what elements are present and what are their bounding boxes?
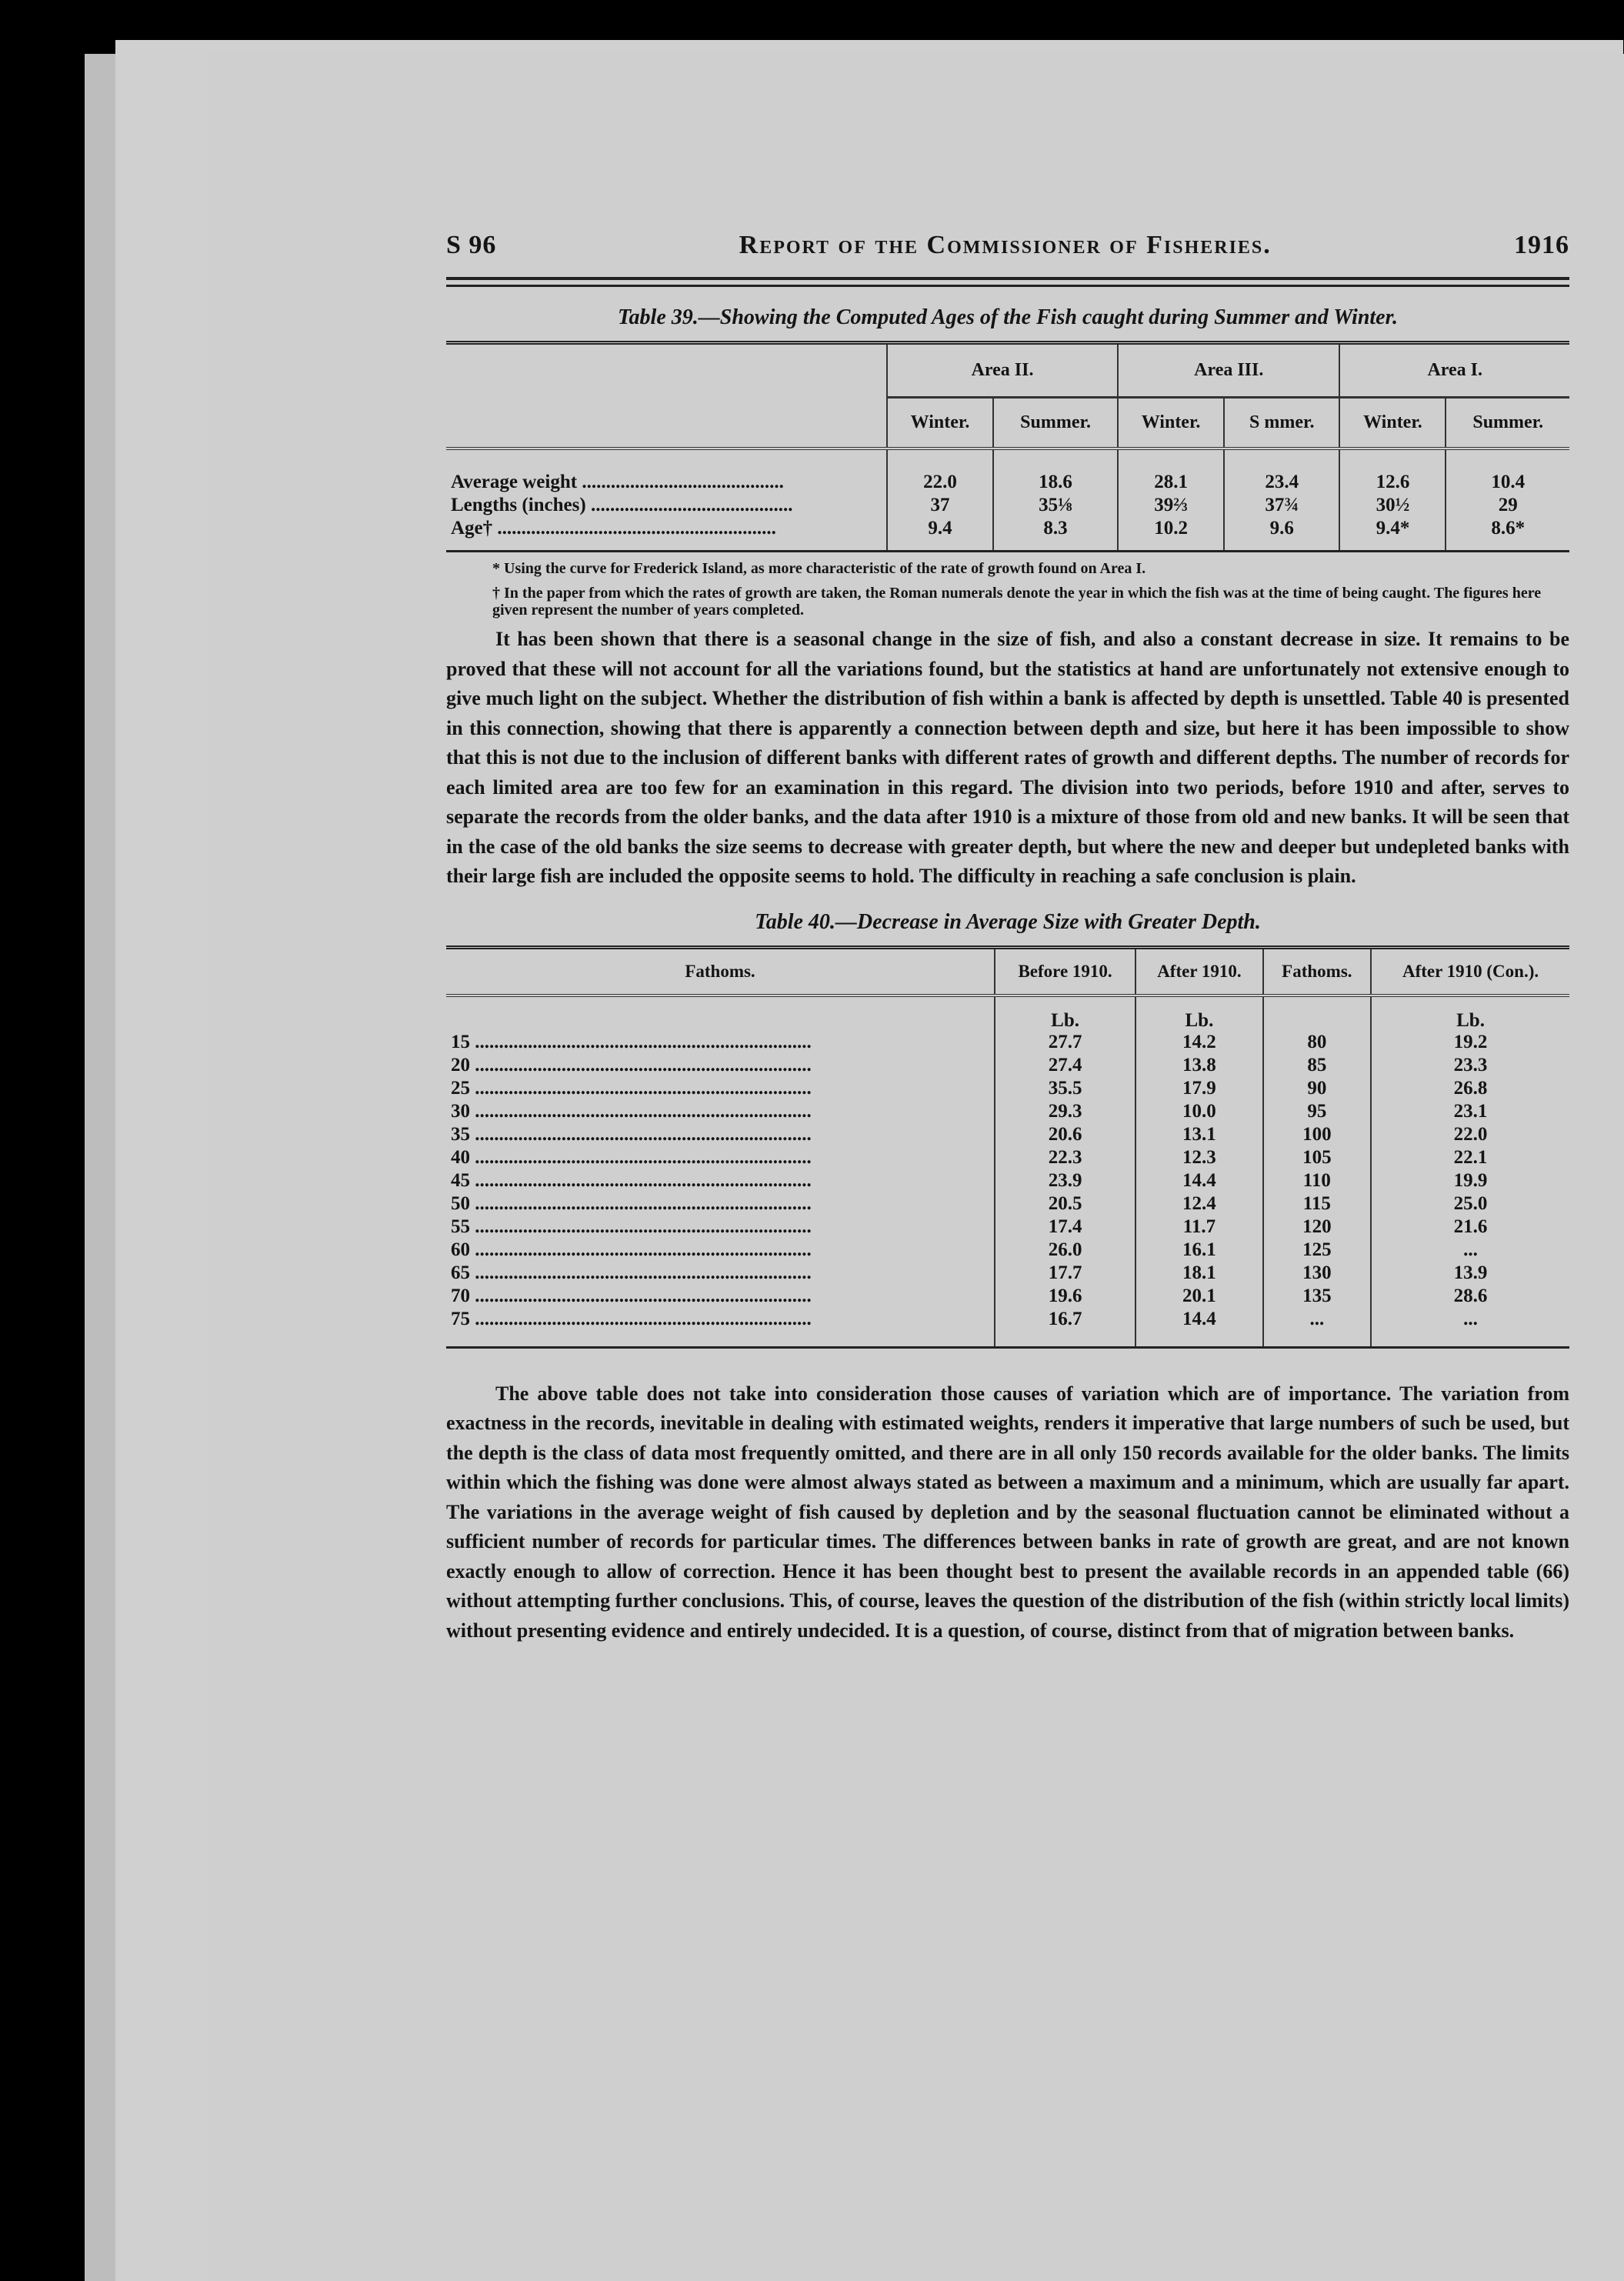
after-1910-con-cell: 25.0: [1371, 1192, 1569, 1216]
unit-label: Lb.: [995, 995, 1135, 1031]
cell: 37: [887, 494, 993, 517]
cell: 8.6*: [1446, 517, 1569, 550]
cell: 18.6: [993, 449, 1118, 494]
cell: 12.6: [1339, 449, 1446, 494]
before-1910-cell: 23.9: [995, 1169, 1135, 1192]
row-label: Average weight ..........................................: [451, 472, 784, 492]
after-1910-cell: 14.4: [1135, 1308, 1262, 1346]
after-1910-con-cell: 22.0: [1371, 1123, 1569, 1146]
fathom-cell: 110: [1263, 1169, 1371, 1192]
after-1910-cell: 18.1: [1135, 1262, 1262, 1285]
fathom-cell: ...: [1263, 1308, 1371, 1346]
table-row: [446, 1169, 1569, 1192]
header-rule: [446, 277, 1569, 287]
after-1910-cell: 16.1: [1135, 1239, 1262, 1262]
fathom-cell: 25 ......................................................................: [451, 1077, 812, 1099]
cell: 30½: [1339, 494, 1446, 517]
fathom-cell: 45 ......................................................................: [451, 1169, 812, 1191]
table-39-caption: Table 39.—Showing the Computed Ages of the Fish caught during Summer and Winter.: [618, 305, 1398, 329]
table-39-bottom-rule: [446, 550, 1569, 552]
table-39-stub-header: [446, 343, 887, 449]
cell: 29: [1446, 494, 1569, 517]
column-header: Fathoms.: [446, 947, 995, 995]
fathom-cell: 135: [1263, 1285, 1371, 1308]
fathom-cell: 85: [1263, 1054, 1371, 1077]
column-header: Fathoms.: [1263, 947, 1371, 995]
page-content: [446, 231, 1569, 1646]
after-1910-cell: 12.3: [1135, 1146, 1262, 1169]
before-1910-cell: 17.4: [995, 1216, 1135, 1239]
unit-label: Lb.: [1135, 995, 1262, 1031]
before-1910-cell: 22.3: [995, 1146, 1135, 1169]
season-header: Winter.: [887, 398, 993, 449]
after-1910-con-cell: 19.2: [1371, 1031, 1569, 1054]
table-row: [446, 1285, 1569, 1308]
fathom-cell: 40 ......................................................................: [451, 1146, 812, 1168]
area-header: Area III.: [1118, 343, 1339, 398]
fathom-cell: 100: [1263, 1123, 1371, 1146]
fathom-cell: 15 ......................................................................: [451, 1031, 812, 1052]
after-1910-con-cell: 26.8: [1371, 1077, 1569, 1100]
after-1910-con-cell: ...: [1371, 1308, 1569, 1346]
cell: 8.3: [993, 517, 1118, 550]
after-1910-cell: 13.1: [1135, 1123, 1262, 1146]
fathom-cell: 30 ......................................................................: [451, 1100, 812, 1122]
cell: 9.4: [887, 517, 993, 550]
after-1910-con-cell: 21.6: [1371, 1216, 1569, 1239]
after-1910-cell: 17.9: [1135, 1077, 1262, 1100]
fathom-cell: 95: [1263, 1100, 1371, 1123]
column-header: After 1910.: [1135, 947, 1262, 995]
paragraph: The above table does not take into consideration those causes of variation which are of importance. The variation from exactness in the records, inevitable in dealing with estimated weights, renders it imperative that large numbers of such be used, but the depth is the class of data most frequently omitted, and there are in all only 150 records available for the older banks. The limits within which the fishing was done were almost always stated as between a maximum and a minimum, which are usually far apart. The variations in the average weight of fish caused by depletion and by the seasonal fluctuation cannot be eliminated without a sufficient number of records for particular times. The differences between banks in rate of growth are great, and are not known exactly enough to allow of correction. Hence it has been thought best to present the available records in an appended table (66) without attempting further conclusions. This, of course, leaves the question of the distribution of the fish (within strictly local limits) without presenting evidence and entirely undecided. It is a question, of course, distinct from that of migration between banks.: [446, 1382, 1569, 1642]
before-1910-cell: 20.6: [995, 1123, 1135, 1146]
row-label: Age† ..........................................................: [451, 518, 776, 539]
running-head: [446, 231, 1569, 260]
after-1910-cell: 14.4: [1135, 1169, 1262, 1192]
year: 1916: [1514, 231, 1569, 259]
fathom-cell: 50 ......................................................................: [451, 1192, 812, 1214]
table-row: [446, 494, 1569, 517]
before-1910-cell: 27.7: [995, 1031, 1135, 1054]
cell: 23.4: [1224, 449, 1339, 494]
unit-label: Lb.: [1371, 995, 1569, 1031]
cell: 37¾: [1224, 494, 1339, 517]
after-1910-cell: 14.2: [1135, 1031, 1262, 1054]
running-title: Report of the Commissioner of Fisheries.: [739, 231, 1272, 259]
fathom-cell: 80: [1263, 1031, 1371, 1054]
cell: 35⅛: [993, 494, 1118, 517]
table-row: [446, 1308, 1569, 1346]
cell: 10.2: [1118, 517, 1224, 550]
fathom-cell: 70 ......................................................................: [451, 1285, 812, 1306]
fathom-cell: 125: [1263, 1239, 1371, 1262]
footnote: * Using the curve for Frederick Island, as more characteristic of the rate of growth found on Area I.: [492, 560, 1146, 577]
after-1910-con-cell: 13.9: [1371, 1262, 1569, 1285]
table-row: [446, 1123, 1569, 1146]
fathom-cell: 130: [1263, 1262, 1371, 1285]
cell: 39⅔: [1118, 494, 1224, 517]
cell: 28.1: [1118, 449, 1224, 494]
area-header: Area I.: [1339, 343, 1569, 398]
after-1910-con-cell: 28.6: [1371, 1285, 1569, 1308]
cell: 22.0: [887, 449, 993, 494]
after-1910-cell: 13.8: [1135, 1054, 1262, 1077]
page-number: S 96: [446, 231, 497, 259]
before-1910-cell: 16.7: [995, 1308, 1135, 1346]
before-1910-cell: 17.7: [995, 1262, 1135, 1285]
before-1910-cell: 19.6: [995, 1285, 1135, 1308]
fathom-cell: 65 ......................................................................: [451, 1262, 812, 1283]
fathom-cell: 60 ......................................................................: [451, 1239, 812, 1260]
column-header: Before 1910.: [995, 947, 1135, 995]
area-header: Area II.: [887, 343, 1118, 398]
column-header: After 1910 (Con.).: [1371, 947, 1569, 995]
fathom-cell: 120: [1263, 1216, 1371, 1239]
fathom-cell: 90: [1263, 1077, 1371, 1100]
table-row: [446, 1192, 1569, 1216]
fathom-cell: 20 ......................................................................: [451, 1054, 812, 1075]
table-row: [446, 1031, 1569, 1054]
season-header: Winter.: [1118, 398, 1224, 449]
after-1910-cell: 20.1: [1135, 1285, 1262, 1308]
after-1910-cell: 12.4: [1135, 1192, 1262, 1216]
after-1910-cell: 10.0: [1135, 1100, 1262, 1123]
before-1910-cell: 26.0: [995, 1239, 1135, 1262]
table-40-caption: Table 40.—Decrease in Average Size with Greater Depth.: [755, 909, 1261, 934]
fathom-cell: 105: [1263, 1146, 1371, 1169]
table-40-bottom-rule: [446, 1346, 1569, 1349]
table-40: [446, 945, 1569, 1346]
table-40-body: [446, 995, 1569, 1346]
before-1910-cell: 29.3: [995, 1100, 1135, 1123]
table-row: [446, 1216, 1569, 1239]
table-row: [446, 1077, 1569, 1100]
footnote: † In the paper from which the rates of growth are taken, the Roman numerals denote the year in which the fish was at the time of being caught. The figures here given represent the number of years completed.: [492, 585, 1542, 619]
fathom-cell: 75 ......................................................................: [451, 1308, 812, 1329]
after-1910-con-cell: ...: [1371, 1239, 1569, 1262]
table-row: [446, 1100, 1569, 1123]
table-row: [446, 517, 1569, 550]
before-1910-cell: 27.4: [995, 1054, 1135, 1077]
fathom-cell: 115: [1263, 1192, 1371, 1216]
cell: 9.6: [1224, 517, 1339, 550]
after-1910-con-cell: 22.1: [1371, 1146, 1569, 1169]
before-1910-cell: 20.5: [995, 1192, 1135, 1216]
paragraph: It has been shown that there is a seasonal change in the size of fish, and also a constant decrease in size. It remains to be proved that these will not account for all the variations found, but the statistics at hand are unfortunately not extensive enough to give much light on the subject. Whether the distribution of fish within a bank is affected by depth is unsettled. Table 40 is presented in this connection, showing that there is apparently a connection between depth and size, but here it has been impossible to show that this is not due to the inclusion of different banks with different rates of growth and different depths. The number of records for each limited area are too few for an examination in this regard. The division into two periods, before 1910 and after, serves to separate the records from the older banks, and the data after 1910 is a mixture of those from old and new banks. It will be seen that in the case of the old banks the size seems to decrease with greater depth, but where the new and deeper but undepleted banks with their large fish are included the opposite seems to hold. The difficulty in reaching a safe conclusion is plain.: [446, 628, 1569, 887]
units-row: [446, 995, 1569, 1031]
cell: 10.4: [1446, 449, 1569, 494]
table-row: [446, 1146, 1569, 1169]
table-row: [446, 1262, 1569, 1285]
table-row: [446, 1054, 1569, 1077]
after-1910-con-cell: 19.9: [1371, 1169, 1569, 1192]
fathom-cell: 55 ......................................................................: [451, 1216, 812, 1237]
cell: 9.4*: [1339, 517, 1446, 550]
after-1910-cell: 11.7: [1135, 1216, 1262, 1239]
season-header: S mmer.: [1224, 398, 1339, 449]
before-1910-cell: 35.5: [995, 1077, 1135, 1100]
after-1910-con-cell: 23.3: [1371, 1054, 1569, 1077]
fathom-cell: 35 ......................................................................: [451, 1123, 812, 1145]
table-39: [446, 341, 1569, 550]
after-1910-con-cell: 23.1: [1371, 1100, 1569, 1123]
season-header: Summer.: [993, 398, 1118, 449]
table-row: [446, 449, 1569, 494]
row-label: Lengths (inches) ..........................................: [451, 495, 793, 515]
season-header: Summer.: [1446, 398, 1569, 449]
season-header: Winter.: [1339, 398, 1446, 449]
table-row: [446, 1239, 1569, 1262]
